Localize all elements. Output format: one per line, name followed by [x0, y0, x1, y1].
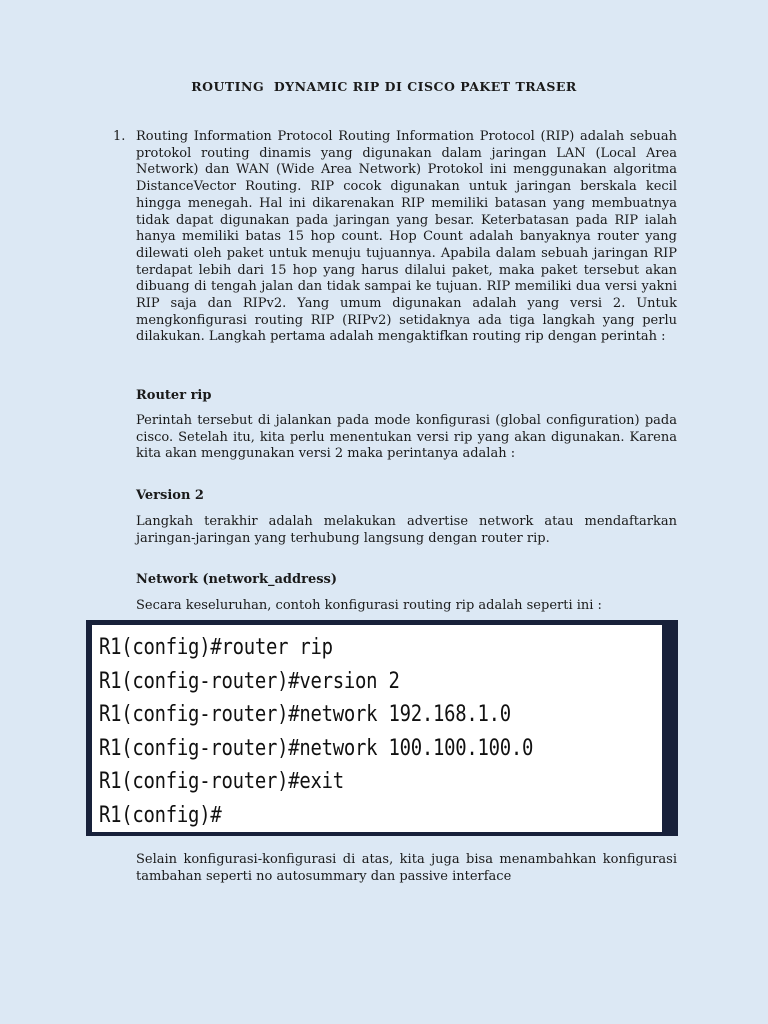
document-title: ROUTING DYNAMIC RIP DI CISCO PAKET TRASER — [191, 79, 577, 94]
cli-screenshot — [86, 620, 678, 836]
paragraph-rip-intro: Routing Information Protocol Routing Information Protocol (RIP) adalah sebuah protokol routing dinamis yang digunakan dalam jaringan LAN (Local Area Network) dan WAN (Wide Area Network) Protokol ini menggunakan algoritma DistanceVector Routing. RIP cocok digunakan untuk jaringan berskala kecil hingga menegah. Hal ini dikarenakan RIP memiliki batasan yang membuatnya tidak dapat digunakan pada jaringan yang besar. Keterbatasan pada RIP ialah hanya memiliki batas 15 hop count. Hop Count adalah banyaknya router yang dilewati oleh paket untuk menuju tujuannya. Apabila dalam sebuah jaringan RIP terdapat lebih dari 15 hop yang harus dilalui paket, maka paket tersebut akan dibuang di tengah jalan dan tidak sampai ke tujuan. RIP memiliki dua versi yakni RIP saja dan RIPv2. Yang umum digunakan adalah yang versi 2. Untuk mengkonfigurasi routing RIP (RIPv2) setidaknya ada tiga langkah yang perlu dilakukan. Langkah pertama adalah mengaktifkan routing rip dengan perintah : — [136, 129, 677, 345]
command-version: Version 2 — [136, 488, 204, 503]
command-router-rip: Router rip — [136, 388, 212, 403]
list-number: 1. — [113, 129, 126, 144]
paragraph-global-config: Perintah tersebut di jalankan pada mode konfigurasi (global configuration) pada cisco. Setelah itu, kita perlu menentukan versi rip yang akan digunakan. Karena kita akan menggunakan versi 2 maka perintanya adalah : — [136, 413, 677, 462]
cli-output — [92, 625, 662, 832]
paragraph-example-intro: Secara keseluruhan, contoh konfigurasi routing rip adalah seperti ini : — [136, 598, 602, 613]
cli-line: R1(config)#router rip — [99, 635, 333, 660]
paragraph-additional-config: Selain konfigurasi-konfigurasi di atas, kita juga bisa menambahkan konfigurasi tambahan seperti no autosummary dan passive interface — [136, 852, 677, 884]
command-network: Network (network_address) — [136, 572, 338, 587]
cli-line: R1(config)# — [99, 802, 222, 828]
cli-line: R1(config-router)#network 100.100.100.0 — [99, 735, 534, 761]
cli-line: R1(config-router)#exit — [99, 769, 344, 794]
paragraph-advertise-network: Langkah terakhir adalah melakukan advertise network atau mendaftarkan jaringan-jaringan yang terhubung langsung dengan router rip. — [136, 514, 677, 546]
cli-line: R1(config-router)#version 2 — [99, 668, 400, 694]
cli-line: R1(config-router)#network 192.168.1.0 — [99, 702, 511, 727]
